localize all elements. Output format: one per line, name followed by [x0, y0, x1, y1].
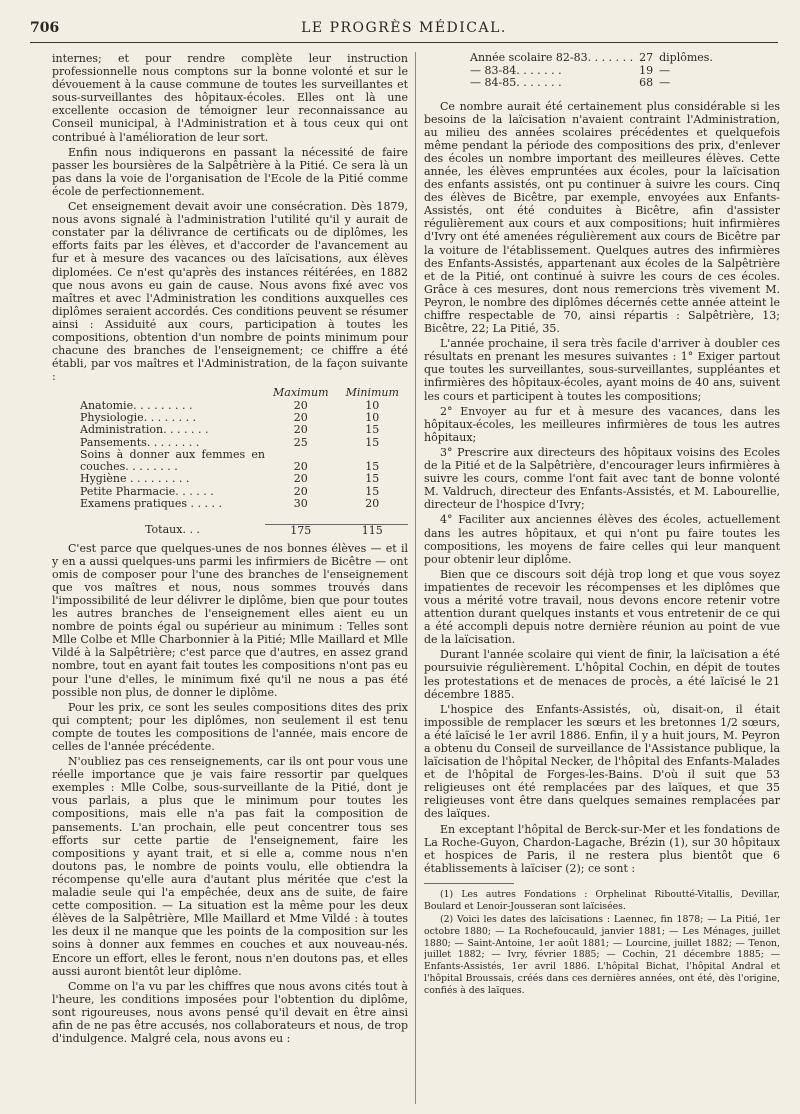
paragraph: En exceptant l'hôpital de Berck-sur-Mer et les fondations de La Roche-Guyon, Chardon-Lagache, Brézin (1), sur 30 hôpitaux et hospices de Paris, il ne restera plus bientôt que 6 établissements à laïciser (2); ce sont :	[424, 822, 780, 875]
column-header-maximum: Maximum	[273, 386, 329, 400]
paragraph: L'année prochaine, il sera très facile d'arriver à doubler ces résultats en prenant les mesures suivantes : 1° Exiger partout que toutes les surveillantes, sous-surveillantes, suppléantes et infirmières des hôpitaux-écoles, ayant moins de 40 ans, suivent les cours et participent à toutes les compositions;	[424, 337, 780, 403]
subject-label: Hygiène . . . . . . . . .	[80, 472, 190, 486]
column-header-minimum: Minimum	[345, 386, 399, 400]
max-value: 20	[293, 460, 308, 474]
subject-label: Pansements. . . . . . . .	[80, 435, 200, 449]
year-row	[470, 77, 719, 90]
grades-row	[80, 424, 408, 436]
grades-row	[80, 449, 408, 474]
left-column	[52, 52, 408, 1104]
subject-label: Petite Pharmacie. . . . . .	[80, 484, 214, 498]
grades-total-row	[80, 510, 408, 537]
subject-label: Anatomie. . . . . . . . .	[80, 398, 193, 412]
paragraph: Bien que ce discours soit déjà trop long et que vous soyez impatientes de recevoir les récompenses et les diplômes que vous a mérité votre travail, nous devons encore retenir votre attention durant quelques instants et vous entretenir de ce qui a été accompli depuis notre dernière réunion au point de vue de la laïcisation.	[424, 567, 780, 647]
total-max: 175	[265, 510, 337, 537]
page-header	[30, 18, 778, 43]
subject-label: Physiologie. . . . . . . .	[80, 410, 197, 424]
min-value: 10	[365, 398, 380, 412]
column-divider	[415, 52, 416, 1104]
paragraph: Ce nombre aurait été certainement plus considérable si les besoins de la laïcisation n'avaient contraint l'Administration, au milieu des années scolaires précédentes et quelquefois même pendant la période des compositions des prix, d'enlever des écoles un nombre important des meilleures élèves. Cette année, les élèves empruntées aux écoles, pour la laïcisation des enfants assistés, ont pu continuer à suivre les cours. Cinq des élèves de Bicêtre, par exemple, envoyées aux Enfants-Assistés, ont été conduites à Bicêtre, afin d'assister régulièrement aux cours et aux compositions; huit infirmières d'Ivry ont été amenées régulièrement aux cours de Bicêtre par la voiture de l'établissement. Quelques autres des infirmières des Enfants-Assistés, appartenant aux écoles de la Salpêtrière et de la Pitié, ont continué à suivre les cours de ces écoles. Grâce à ces mesures, dont nous remercions très vivement M. Peyron, le nombre des diplômes décernés cette année atteint le chiffre respectable de 70, ainsi répartis : Salpêtrière, 13; Bicêtre, 22; La Pitié, 35.	[424, 99, 780, 336]
diploma-unit: diplômes.	[659, 52, 713, 64]
diploma-count: 19	[639, 63, 654, 77]
min-value: 15	[365, 460, 380, 474]
paragraph: Cet enseignement devait avoir une consécration. Dès 1879, nous avons signalé à l'administration l'utilité qu'il y aurait de constater par la délivrance de certificats ou de diplômes, les efforts faits par les élèves, et d'accorder de l'avancement au fur et à mesure des vacances ou des laïcisations, aux élèves diplomées. Ce n'est qu'après des instances réitérées, en 1882 que nous avons eu gain de cause. Nous avons fixé avec vos maîtres et avec l'Administration les conditions auxquelles ces diplômes seraient accordés. Ces conditions peuvent se résumer ainsi : Assiduité aux cours, participation à toutes les compositions, obtention d'un nombre de points minimum pour chacune des branches de l'enseignement; ce chiffre a été établi, par vos maîtres et l'Administration, de la façon suivante :	[52, 200, 408, 384]
grades-row	[80, 498, 408, 510]
max-value: 20	[293, 472, 308, 486]
subject-label: Examens pratiques . . . . .	[80, 497, 223, 511]
min-value: 15	[365, 472, 380, 486]
year-label: — 84-85. . . . . . .	[470, 76, 562, 89]
paragraph: N'oubliez pas ces renseignements, car ils ont pour vous une réelle importance que je vais faire ressortir par quelques exemples : Mlle Colbe, sous-surveillante de la Pitié, dont je vous parlais, a plus que le minimum pour toutes les compositions, mais elle n'a pas fait la composition de pansements. L'an prochain, elle peut concentrer tous ses efforts sur cette partie de l'enseignement, faire les compositions y ayant trait, et si elle a, comme nous n'en doutons pas, le nombre de points voulu, elle obtiendra la récompense qu'elle aura d'autant plus méritée que c'est la maladie seule qui l'a empêchée, deux ans de suite, de faire cette composition. — La situation est la même pour les deux élèves de la Salpêtrière, Mlle Maillard et Mme Vildé : à toutes les deux il ne manque que les points de la composition sur les soins à donner aux femmes en couches et aux nouveau-nés. Encore un effort, elles le feront, nous n'en doutons pas, et elles aussi auront bientôt leur diplôme.	[52, 755, 408, 978]
min-value: 15	[365, 435, 380, 449]
paragraph: C'est parce que quelques-unes de nos bonnes élèves — et il y en a aussi quelques-uns parmi les infirmiers de Bicêtre — ont omis de composer pour l'une des branches de l'enseignement que vos maîtres et nous, nous sommes trouvés dans l'impossibilité de leur délivrer le diplôme, bien que pour toutes les autres branches de l'enseignement elles aient eu un nombre de points égal ou supérieur au minimum : Telles sont Mlle Colbe et Mlle Charbonnier à la Pitié; Mlle Maillard et Mlle Vildé à la Salpêtrière; c'est parce que d'autres, en assez grand nombre, tout en ayant fait toutes les compositions n'ont pas eu pour l'une d'elles, le minimum fixé qu'il ne nous a pas été possible non plus, de donner le diplôme.	[52, 541, 408, 699]
paragraph: internes; et pour rendre complète leur instruction professionnelle nous comptons sur la bonne volonté et sur le dévouement à la cause commune de toutes les surveillantes et sous-surveillantes des hôpitaux-écoles. Elles ont là une excellente occasion de témoigner leur reconnaissance au Conseil municipal, à l'Administration et à tous ceux qui ont contribué à l'amélioration de leur sort.	[52, 52, 408, 144]
max-value: 20	[293, 423, 308, 437]
footnote: (1) Les autres Fondations : Orphelinat Riboutté-Vitallis, Devillar, Boulard et Lenoir-Jousseran sont laïcisées.	[424, 888, 780, 912]
paragraph: 2° Envoyer au fur et à mesure des vacances, dans les hôpitaux-écoles, les meilleures infirmières de tous les autres hôpitaux;	[424, 404, 780, 444]
year-label: — 83-84. . . . . . .	[470, 63, 562, 77]
paragraph: 3° Prescrire aux directeurs des hôpitaux voisins des Ecoles de la Pitié et de la Salpêtrière, d'encourager leurs infirmières à suivre les cours, comme l'ont fait avec tant de bonne volonté M. Valdruch, directeur des Enfants-Assistés, et M. Labourellie, directeur de l'hospice d'Ivry;	[424, 445, 780, 512]
subject-label: Administration. . . . . . .	[80, 423, 209, 437]
year-label: Année scolaire 82-83. . . . . . .	[470, 52, 634, 64]
min-value: 20	[365, 497, 380, 511]
grades-table	[80, 387, 408, 537]
min-value: 10	[365, 410, 380, 424]
paragraph: Enfin nous indiquerons en passant la nécessité de faire passer les boursières de la Salpêtrière à la Pitié. Ce sera là un pas dans la voie de l'organisation de l'Ecole de la Pitié comme école de perfectionnement.	[52, 145, 408, 198]
diploma-count: 68	[639, 76, 654, 89]
page-number: 706	[30, 20, 60, 36]
total-min: 115	[337, 510, 408, 537]
min-value: 15	[365, 484, 380, 498]
footnote-rule	[424, 883, 514, 884]
paragraph: L'hospice des Enfants-Assistés, où, disait-on, il était impossible de remplacer les sœurs et les bretonnes 1/2 sœurs, a été laïcisé le 1er avril 1886. Enfin, il y a huit jours, M. Peyron a obtenu du Conseil de surveillance de l'Assistance publique, la laïcisation de l'hôpital Necker, de l'hôpital des Enfants-Malades et de l'hôpital de Forges-les-Bains. D'où il suit que 53 religieuses ont été remplacées par des laïques, et que 35 religieuses vont être dans quelques semaines remplacées par des laïques.	[424, 702, 780, 821]
year-row	[470, 52, 719, 65]
diploma-count: 27	[639, 52, 654, 64]
paragraph: Durant l'année scolaire qui vient de finir, la laïcisation a été poursuivie régulièrement. L'hôpital Cochin, en dépit de toutes les protestations et de menaces de procès, a été laïcisé le 21 décembre 1885.	[424, 648, 780, 701]
grades-row	[80, 473, 408, 485]
total-label: Totaux. . .	[145, 523, 200, 537]
running-title: LE PROGRÈS MÉDICAL.	[301, 20, 507, 36]
paragraph: Pour les prix, ce sont les seules compositions dites des prix qui comptent; pour les diplômes, non seulement il est tenu compte de toutes les compositions de l'année, mais encore de celles de l'année précédente.	[52, 700, 408, 754]
paragraph: 4° Faciliter aux anciennes élèves des écoles, actuellement dans les autres hôpitaux, et qui n'ont pu faire toutes les compositions, les moyens de faire celles qui leur manquent pour obtenir leur diplôme.	[424, 513, 780, 566]
max-value: 30	[293, 497, 308, 511]
right-column	[424, 52, 780, 1104]
max-value: 20	[293, 398, 308, 412]
grades-row	[80, 437, 408, 449]
footnote: (2) Voici les dates des laïcisations : Laennec, fin 1878; — La Pitié, 1er octobre 1880; — La Rochefoucauld, janvier 1881; — Les Ménages, juillet 1880; — Saint-Antoine, 1er août 1881; — Lourcine, juillet 1882; — Tenon, juillet 1882; — Ivry, février 1885; — Cochin, 21 décembre 1885; — Enfants-Assistés, 1er avril 1886. L'hôpital Bichat, l'hôpital Andral et l'hôpital Broussais, créés dans ces dernières années, ont été, dès l'origine, confiés à des laïques.	[424, 914, 780, 996]
max-value: 25	[293, 435, 308, 449]
grades-table-header	[80, 387, 408, 399]
max-value: 20	[293, 410, 308, 424]
diplomas-by-year	[470, 52, 719, 90]
diploma-unit: —	[659, 63, 671, 77]
paragraph: Comme on l'a vu par les chiffres que nous avons cités tout à l'heure, les conditions imposées pour l'obtention du diplôme, sont rigoureuses, nous avons pensé qu'il devait en être ainsi afin de ne pas être accusés, nos collaborateurs et nous, de trop d'indulgence. Malgré cela, nous avons eu :	[52, 979, 408, 1046]
diploma-unit: —	[659, 76, 671, 89]
subject-label: Soins à donner aux femmes en couches. . . . . . . .	[80, 447, 266, 474]
min-value: 15	[365, 423, 380, 437]
max-value: 20	[293, 484, 308, 498]
